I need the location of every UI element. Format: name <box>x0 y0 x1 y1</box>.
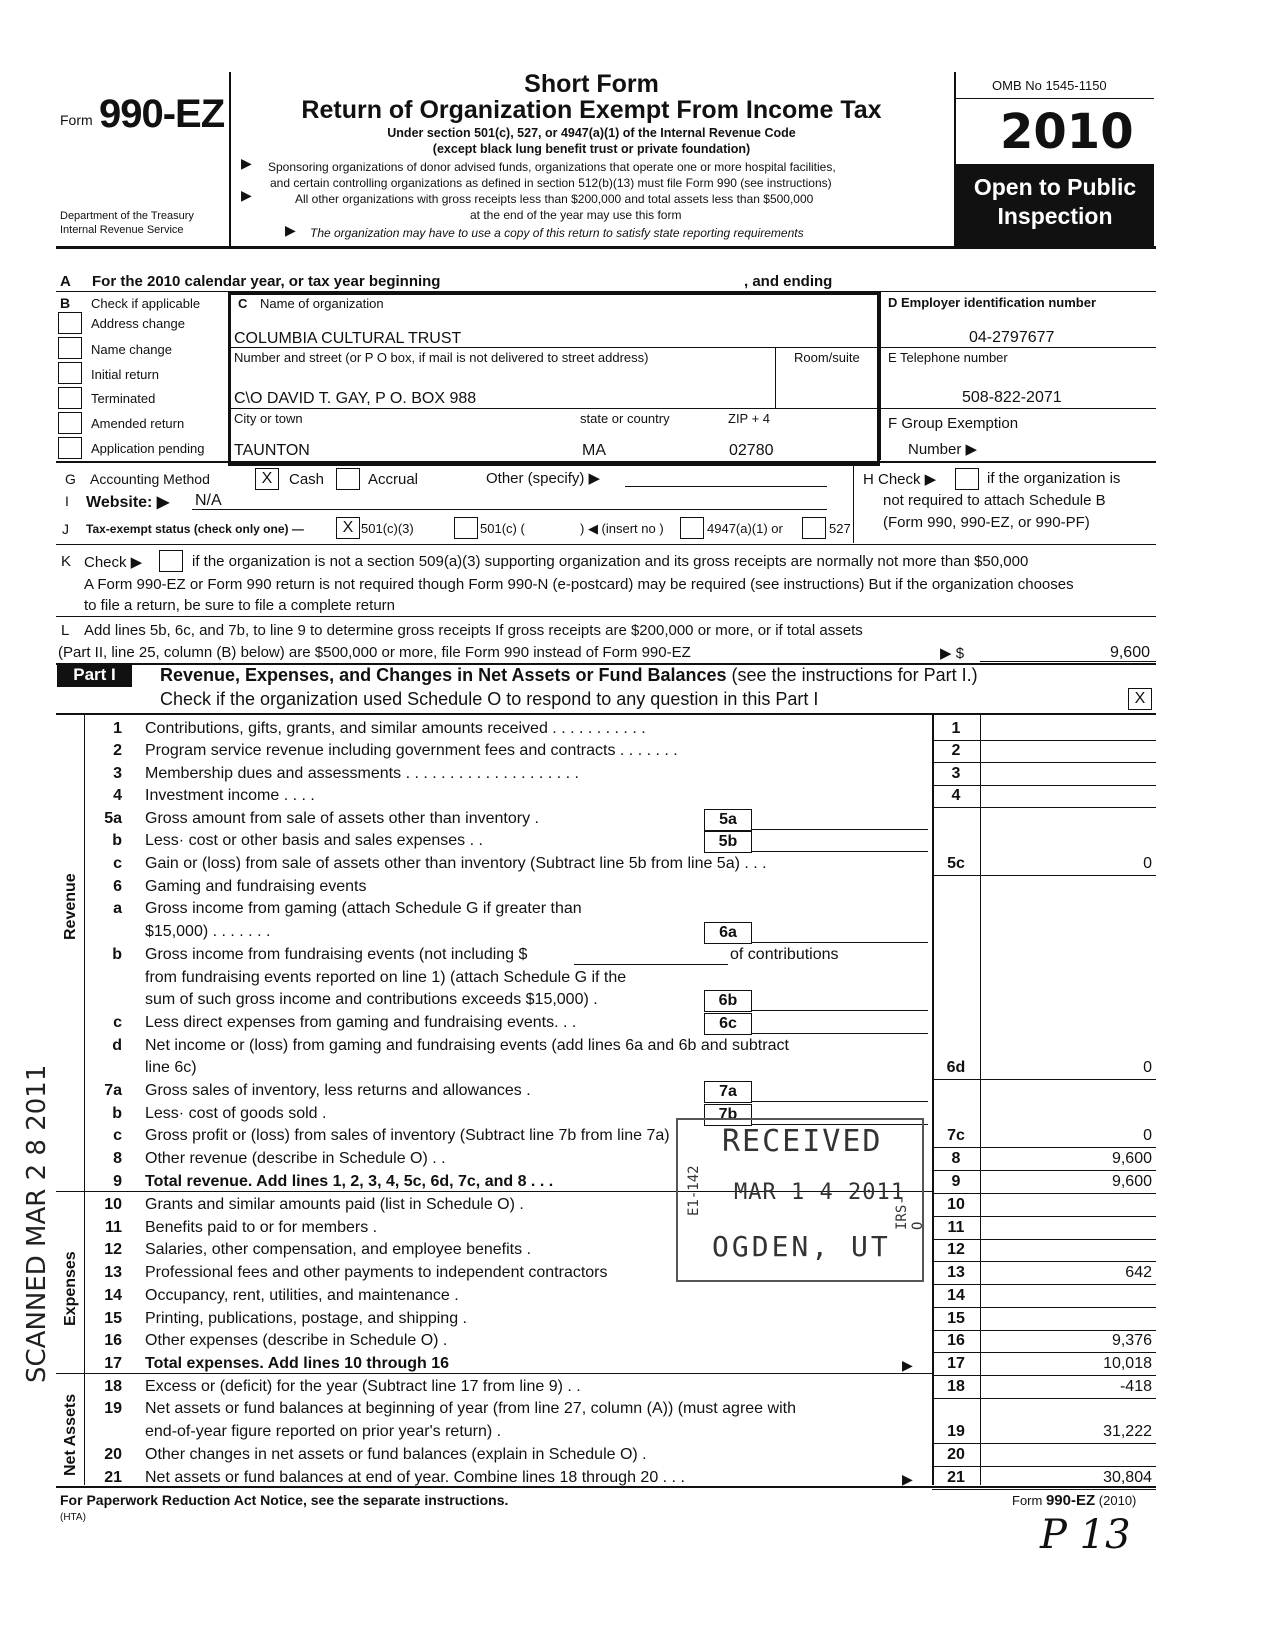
line-amount[interactable]: 642 <box>1125 1264 1152 1281</box>
tax-exempt-status-label: Tax-exempt status (check only one) — <box>86 522 304 536</box>
note-4: at the end of the year may use this form <box>470 208 682 222</box>
arrow-icon: ▶ <box>902 1471 913 1487</box>
line-box-number: 14 <box>947 1287 965 1304</box>
line-description-tail: of contributions <box>730 946 839 963</box>
form-reference-prefix: Form <box>1012 1493 1043 1508</box>
accrual-label: Accrual <box>368 471 419 488</box>
line-number: 1 <box>113 720 122 737</box>
dept-line-1: Department of the Treasury <box>60 210 194 222</box>
col-divider-box <box>932 715 934 1485</box>
line-description: Professional fees and other payments to independent contractors <box>145 1264 608 1281</box>
arrow-icon: ▶ <box>241 155 252 171</box>
inspection: Inspection <box>997 203 1113 229</box>
scanned-stamp: SCANNED MAR 2 8 2011 <box>22 1064 52 1383</box>
subtitle-2: (except black lung benefit trust or private foundation) <box>432 142 751 156</box>
organization-name[interactable]: COLUMBIA CULTURAL TRUST <box>234 330 462 347</box>
line-description: Total expenses. Add lines 10 through 16 <box>145 1355 450 1372</box>
amount-rule <box>932 1147 1156 1148</box>
state-label: state or country <box>580 411 670 426</box>
checkbox-501c[interactable] <box>454 517 478 539</box>
c-label: C <box>238 296 248 311</box>
checkbox-accrual[interactable] <box>336 468 360 490</box>
line-description: Investment income . . . . <box>145 787 315 804</box>
note-1: Sponsoring organizations of donor advised funds, organizations that operate one or more hospital facilities, <box>268 160 836 174</box>
k-check-label: Check ▶ <box>84 554 143 571</box>
handwritten-note: P 13 <box>1040 1512 1131 1558</box>
line-box-number: 3 <box>951 765 961 782</box>
checkbox-501c3[interactable]: X <box>336 517 360 539</box>
line-box-number: 5c <box>947 855 965 872</box>
city[interactable]: TAUNTON <box>234 442 310 459</box>
other-specify-label: Other (specify) ▶ <box>486 470 601 487</box>
amount-rule <box>932 785 1156 786</box>
checkbox-527[interactable] <box>802 517 826 539</box>
527-label: 527 <box>829 521 851 536</box>
arrow-icon: ▶ <box>241 187 252 203</box>
line-amount[interactable]: 0 <box>1143 1127 1152 1144</box>
amount-rule <box>932 1239 1156 1240</box>
received-stamp-date: MAR 1 4 2011 <box>734 1180 905 1205</box>
expenses-band-label: Expenses <box>62 1251 79 1326</box>
h-text-3: (Form 990, 990-EZ, or 990-PF) <box>883 514 1090 531</box>
part-i-title-bold: Revenue, Expenses, and Changes in Net Assets or Fund Balances <box>160 665 727 685</box>
line-number: 20 <box>104 1446 122 1463</box>
schedule-o-check-text: Check if the organization used Schedule O to respond to any question in this Part I <box>160 689 819 709</box>
line-box-number: 19 <box>947 1423 965 1440</box>
inner-line-box: 6b <box>704 990 752 1012</box>
line-description: Less· cost of goods sold . <box>145 1105 327 1122</box>
arrow-icon: ▶ <box>285 222 296 238</box>
line-box-number: 10 <box>947 1196 965 1213</box>
line-box-number: 11 <box>947 1219 965 1236</box>
line-description: Excess or (deficit) for the year (Subtract line 17 from line 9) . . <box>145 1378 581 1395</box>
line-number: 7a <box>104 1082 122 1099</box>
line-description: Gross income from gaming (attach Schedule G if greater than <box>145 900 582 917</box>
checkbox-amended-return[interactable] <box>58 412 82 434</box>
organization-info-box <box>228 292 880 466</box>
line-box-number: 8 <box>951 1150 961 1167</box>
amended-return-label: Amended return <box>91 416 185 431</box>
line-description: Net assets or fund balances at beginning of year (from line 27, column (A)) (must agree with <box>145 1400 796 1417</box>
line-description: Contributions, gifts, grants, and similar amounts received . . . . . . . . . . . <box>145 720 646 737</box>
received-stamp-irs: IRS-O <box>894 1196 926 1230</box>
form-label: Form <box>60 112 93 128</box>
paperwork-notice: For Paperwork Reduction Act Notice, see the separate instructions. <box>60 1492 509 1508</box>
line-box-number: 15 <box>947 1310 965 1327</box>
part-i-title-tail: (see the instructions for Part I.) <box>731 665 978 685</box>
line-description: Net assets or fund balances at end of year. Combine lines 18 through 20 . . . <box>145 1469 685 1486</box>
line-description: sum of such gross income and contributions exceeds $15,000) . <box>145 991 598 1008</box>
amount-rule <box>932 1261 1156 1262</box>
checkbox-terminated[interactable] <box>58 387 82 409</box>
city-label: City or town <box>234 411 303 426</box>
band-divider <box>84 715 85 1485</box>
line-j-letter: J <box>62 521 69 537</box>
line-description: Grants and similar amounts paid (list in Schedule O) . <box>145 1196 524 1213</box>
line-number: 10 <box>104 1196 122 1213</box>
zip-label: ZIP + 4 <box>728 411 771 426</box>
zip[interactable]: 02780 <box>729 442 774 459</box>
line-box-number: 2 <box>951 742 961 759</box>
line-number: b <box>112 946 122 963</box>
line-description: from fundraising events reported on line 1) (attach Schedule G if the <box>145 969 627 986</box>
tax-year: 2010 <box>1000 104 1134 160</box>
501c3-label: 501(c)(3) <box>361 521 414 536</box>
line-description: Membership dues and assessments . . . . . . . . . . . . . . . . . . . . <box>145 765 579 782</box>
inner-line-box: 5b <box>704 831 752 853</box>
note-5: The organization may have to use a copy of this return to satisfy state reporting requirements <box>310 226 804 240</box>
title-return: Return of Organization Exempt From Income Tax <box>301 96 882 124</box>
initial-return-label: Initial return <box>91 367 159 382</box>
line-description: Other expenses (describe in Schedule O) . <box>145 1332 448 1349</box>
line-number: c <box>113 1127 122 1144</box>
gross-receipts-amount[interactable]: 9,600 <box>1109 644 1150 661</box>
accounting-method-label: Accounting Method <box>90 471 210 487</box>
hta-label: (HTA) <box>60 1512 86 1523</box>
website-label: Website: ▶ <box>86 494 170 511</box>
line-amount[interactable]: 31,222 <box>1103 1423 1152 1440</box>
amount-rule <box>932 1216 1156 1217</box>
received-stamp <box>676 1118 924 1282</box>
line-box-number: 7c <box>947 1127 965 1144</box>
received-stamp-place: OGDEN, UT <box>712 1230 891 1263</box>
line-description: Benefits paid to or for members . <box>145 1219 378 1236</box>
street-address[interactable]: C\O DAVID T. GAY, P O. BOX 988 <box>234 390 477 407</box>
line-k-letter: K <box>61 553 72 570</box>
terminated-label: Terminated <box>91 391 156 406</box>
line-box-number: 13 <box>947 1264 965 1281</box>
l-text-1: Add lines 5b, 6c, and 7b, to line 9 to determine gross receipts If gross receipts are $200,000 or more, or if total assets <box>84 622 863 639</box>
line-description: end-of-year figure reported on prior year's return) . <box>145 1423 502 1440</box>
checkbox-address-change[interactable] <box>58 312 82 334</box>
amount-rule <box>932 1170 1156 1171</box>
line-number: a <box>113 900 122 917</box>
line-description: Program service revenue including government fees and contracts . . . . . . . <box>145 742 678 759</box>
ein[interactable]: 04-2797677 <box>969 329 1055 346</box>
fundraising-contributions-blank[interactable] <box>574 964 728 965</box>
line-number: 12 <box>104 1241 122 1258</box>
amount-rule <box>932 1307 1156 1308</box>
amount-rule <box>932 1193 1156 1194</box>
line-number: 18 <box>104 1378 122 1395</box>
line-description: Less· cost or other basis and sales expenses . . <box>145 832 483 849</box>
line-amount[interactable]: 0 <box>1143 855 1152 872</box>
check-h-label: H Check ▶ <box>863 471 937 488</box>
line-description: Other revenue (describe in Schedule O) . . <box>145 1150 446 1167</box>
line-box-number: 6d <box>946 1059 966 1076</box>
amount-rule <box>932 1466 1156 1467</box>
line-a-letter: A <box>60 273 71 290</box>
line-i-letter: I <box>65 493 69 509</box>
line-description: Less direct expenses from gaming and fundraising events. . . <box>145 1014 577 1031</box>
note-2: and certain controlling organizations as defined in section 512(b)(13) must file Form 990 (see instructions) <box>270 176 832 190</box>
group-exemption-label: F Group Exemption <box>888 415 1019 432</box>
line-number: 17 <box>104 1355 122 1372</box>
group-exemption-number-label: Number ▶ <box>908 441 978 458</box>
h-text-2: not required to attach Schedule B <box>883 492 1106 509</box>
name-change-label: Name change <box>91 342 172 357</box>
line-description: Salaries, other compensation, and employee benefits . <box>145 1241 532 1258</box>
l-text-2: (Part II, line 25, column (B) below) are $500,000 or more, file Form 990 instead of Form 990-EZ <box>58 644 691 661</box>
street-label: Number and street (or P O box, if mail is not delivered to street address) <box>234 350 649 365</box>
amount-rule <box>932 1079 1156 1080</box>
line-number: c <box>113 855 122 872</box>
line-box-number: 12 <box>947 1241 965 1258</box>
subtitle-1: Under section 501(c), 527, or 4947(a)(1) of the Internal Revenue Code <box>387 126 796 140</box>
line-number: 19 <box>104 1400 122 1417</box>
k-text-2: A Form 990-EZ or Form 990 return is not required though Form 990-N (e-postcard) may be required (see instructions) But if the organization chooses <box>84 576 1074 593</box>
line-amount[interactable]: 9,600 <box>1111 1150 1152 1167</box>
cash-label: Cash <box>289 471 325 488</box>
line-box-number: 4 <box>951 787 961 804</box>
form-reference-number: 990-EZ <box>1045 1492 1096 1509</box>
amount-rule <box>932 740 1156 741</box>
arrow-icon: ▶ <box>902 1357 913 1373</box>
checkbox-cash[interactable]: X <box>255 468 279 490</box>
amount-rule <box>932 1330 1156 1331</box>
amount-rule <box>932 1352 1156 1353</box>
line-box-number: 17 <box>947 1355 965 1372</box>
line-g-letter: G <box>65 471 76 487</box>
telephone[interactable]: 508-822-2071 <box>962 389 1062 406</box>
website[interactable]: N/A <box>195 492 222 509</box>
line-description: Gain or (loss) from sale of assets other than inventory (Subtract line 5b from line 5a) . . . <box>145 855 767 872</box>
inner-line-box: 6a <box>704 922 752 944</box>
line-number: 11 <box>105 1219 122 1236</box>
line-number: 9 <box>113 1173 122 1190</box>
line-box-number: 16 <box>947 1332 965 1349</box>
line-number: 6 <box>113 878 122 895</box>
checkbox-h[interactable] <box>955 468 979 490</box>
amount-rule <box>932 1398 1156 1399</box>
form-reference <box>1012 1492 1136 1509</box>
application-pending-label: Application pending <box>91 441 205 456</box>
line-number: 14 <box>104 1287 122 1304</box>
line-amount[interactable]: 9,376 <box>1111 1332 1152 1349</box>
checkbox-application-pending[interactable] <box>58 437 82 459</box>
inner-line-box: 7b <box>704 1104 752 1126</box>
amount-rule <box>932 1443 1156 1444</box>
line-number: c <box>113 1014 122 1031</box>
line-amount[interactable]: 0 <box>1143 1059 1152 1076</box>
line-amount[interactable]: 30,804 <box>1103 1469 1152 1486</box>
form-reference-year: (2010) <box>1098 1493 1137 1508</box>
amount-rule <box>932 1489 1156 1490</box>
dept-line-2: Internal Revenue Service <box>60 224 184 236</box>
line-description: Net income or (loss) from gaming and fundraising events (add lines 6a and 6b and subtract <box>145 1037 789 1054</box>
inner-line-field[interactable] <box>752 1010 928 1011</box>
line-number: d <box>112 1037 122 1054</box>
line-description: Printing, publications, postage, and shipping . <box>145 1310 467 1327</box>
received-stamp-text: RECEIVED <box>722 1124 883 1159</box>
line-description: Gross amount from sale of assets other than inventory . <box>145 810 539 827</box>
line-amount[interactable]: 10,018 <box>1103 1355 1152 1372</box>
checkbox-name-change[interactable] <box>58 337 82 359</box>
line-number: 2 <box>113 742 122 759</box>
line-box-number: 20 <box>947 1446 965 1463</box>
line-box-number: 9 <box>951 1173 961 1190</box>
line-description: Occupancy, rent, utilities, and maintenance . <box>145 1287 459 1304</box>
revenue-band-label: Revenue <box>62 873 79 940</box>
k-text-3: to file a return, be sure to file a complete return <box>84 597 395 614</box>
line-box-number: 18 <box>947 1378 965 1395</box>
line-a-text: For the 2010 calendar year, or tax year beginning <box>92 273 441 290</box>
checkbox-4947[interactable] <box>680 517 704 539</box>
address-change-label: Address change <box>91 316 185 331</box>
checkbox-schedule-o[interactable]: X <box>1128 688 1152 710</box>
amount-rule <box>932 1375 1156 1376</box>
line-box-number: 1 <box>951 720 961 737</box>
501c-label: 501(c) ( <box>480 521 525 536</box>
line-description: Gross profit or (loss) from sales of inventory (Subtract line 7b from line 7a) <box>145 1127 670 1144</box>
note-3: All other organizations with gross receipts less than $200,000 and total assets less than $500,000 <box>295 192 814 206</box>
line-description: Other changes in net assets or fund balances (explain in Schedule O) . <box>145 1446 647 1463</box>
part-i-title <box>160 665 978 686</box>
ein-label: D Employer identification number <box>888 295 1097 310</box>
checkbox-initial-return[interactable] <box>58 362 82 384</box>
title-short-form: Short Form <box>524 70 659 98</box>
inner-line-field[interactable] <box>752 851 928 852</box>
room-suite-label: Room/suite <box>794 350 860 365</box>
amount-rule <box>932 875 1156 876</box>
state[interactable]: MA <box>582 442 606 459</box>
k-text-1: if the organization is not a section 509(a)(3) supporting organization and its gross receipts are normally not more than $50,000 <box>192 553 1029 570</box>
amount-rule <box>932 807 1156 808</box>
h-text-1: if the organization is <box>987 470 1121 487</box>
line-amount[interactable]: 9,600 <box>1111 1173 1152 1190</box>
open-to-public: Open to Public <box>973 174 1137 200</box>
inner-line-field[interactable] <box>752 942 928 943</box>
inner-line-box: 7a <box>704 1081 752 1103</box>
line-description: Gaming and fundraising events <box>145 878 367 895</box>
amount-rule <box>932 1284 1156 1285</box>
telephone-label: E Telephone number <box>888 350 1008 365</box>
line-description: line 6c) <box>145 1059 197 1076</box>
inner-line-box: 5a <box>704 809 752 831</box>
line-number: 4 <box>113 787 122 804</box>
net-assets-band-label: Net Assets <box>62 1393 79 1476</box>
checkbox-k[interactable] <box>159 550 183 572</box>
inner-line-field[interactable] <box>752 1033 928 1034</box>
line-amount[interactable]: -418 <box>1119 1378 1152 1395</box>
part-i-tag: Part I <box>73 665 116 684</box>
4947-label: 4947(a)(1) or <box>707 521 783 536</box>
line-box-number: 21 <box>947 1469 965 1486</box>
line-number: 8 <box>113 1150 122 1167</box>
line-number: 13 <box>104 1264 122 1281</box>
line-description: Gross sales of inventory, less returns and allowances . <box>145 1082 531 1099</box>
line-number: 16 <box>104 1332 122 1349</box>
line-description: $15,000) . . . . . . . <box>145 923 271 940</box>
check-if-applicable: Check if applicable <box>91 296 201 311</box>
name-of-organization-label: Name of organization <box>260 296 384 311</box>
line-number: 5a <box>104 810 122 827</box>
line-number: b <box>112 1105 122 1122</box>
inner-line-field[interactable] <box>752 829 928 830</box>
inner-line-box: 6c <box>704 1013 752 1035</box>
received-stamp-code: E1-142 <box>686 1165 702 1216</box>
form-number: 990-EZ <box>99 92 225 136</box>
line-description: Total revenue. Add lines 1, 2, 3, 4, 5c, 6d, 7c, and 8 . . . <box>145 1173 554 1190</box>
line-description: Gross income from fundraising events (not including $ <box>145 946 528 963</box>
inner-line-field[interactable] <box>752 1101 928 1102</box>
insert-no-label: ) ◀ (insert no ) <box>580 521 664 536</box>
l-dollar: ▶ $ <box>940 645 965 662</box>
line-number: b <box>112 832 122 849</box>
line-l-letter: L <box>61 622 70 639</box>
amount-rule <box>932 762 1156 763</box>
line-number: 3 <box>113 765 122 782</box>
line-number: 21 <box>104 1469 122 1486</box>
line-number: 15 <box>104 1310 122 1327</box>
omb-number: OMB No 1545-1150 <box>992 78 1107 93</box>
line-a-ending: , and ending <box>744 273 833 290</box>
line-b-letter: B <box>60 295 71 311</box>
